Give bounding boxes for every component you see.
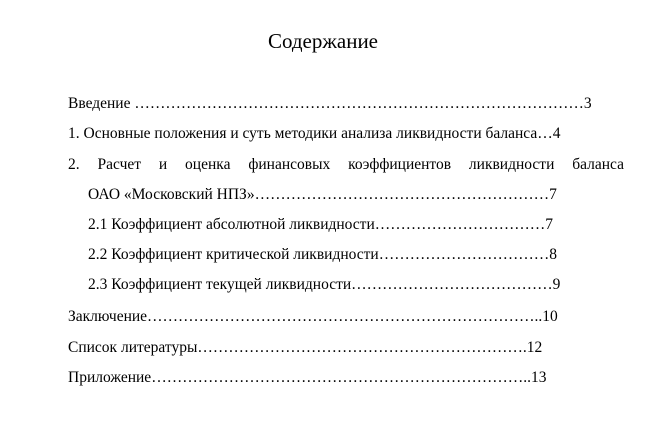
toc-entry-section-2-3[interactable]: 2.3 Коэффициент текущей ликвидности…………………………………9 xyxy=(88,276,561,293)
toc-entry-appendix[interactable]: Приложение………………………………………………………………..13 xyxy=(68,369,547,386)
toc-entry-section-1[interactable]: 1. Основные положения и суть методики анализа ликвидности баланса…4 xyxy=(68,125,561,142)
toc-entry-section-2-continuation[interactable]: ОАО «Московский НПЗ»…………………………………………………7 xyxy=(88,186,557,203)
toc-entry-introduction[interactable]: Введение ……………………………………………………………………………3 xyxy=(68,95,592,112)
toc-entry-references[interactable]: Список литературы……………………………………………………….12 xyxy=(68,339,543,356)
toc-entry-section-2-1[interactable]: 2.1 Коэффициент абсолютной ликвидности……………………………7 xyxy=(88,216,553,233)
toc-entry-section-2-2[interactable]: 2.2 Коэффициент критической ликвидности……………………………8 xyxy=(88,246,557,263)
toc-entry-section-2[interactable]: 2. Расчет и оценка финансовых коэффициентов ликвидности баланса xyxy=(68,156,624,173)
toc-entry-conclusion[interactable]: Заключение…………………………………………………………………..10 xyxy=(68,308,558,325)
page-title: Содержание xyxy=(267,29,379,53)
